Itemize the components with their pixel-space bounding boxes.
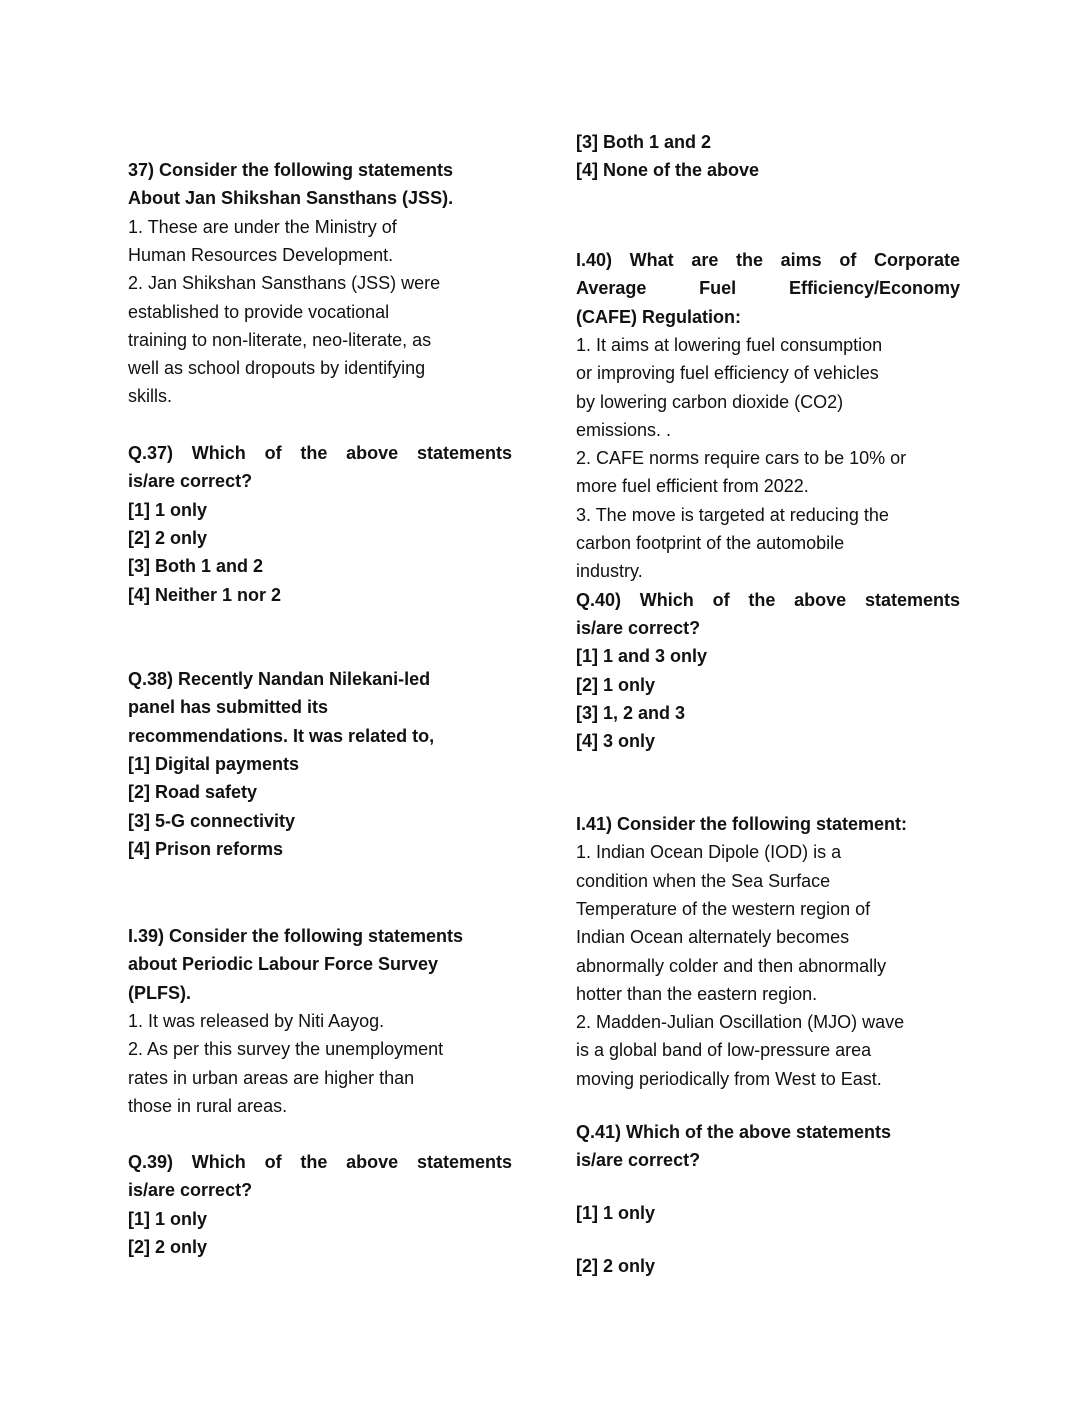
- text-line: carbon footprint of the automobile: [576, 533, 845, 553]
- text-line: I.39) Consider the following statements: [128, 926, 464, 946]
- text-line: (PLFS).: [128, 982, 191, 1003]
- text-line: 1. It was released by Niti Aayog.: [128, 1010, 385, 1031]
- text-line: [3] 5-G connectivity: [128, 810, 296, 831]
- text-line: [3] 1, 2 and 3: [576, 702, 686, 723]
- text-line: 2. CAFE norms require cars to be 10% or: [576, 448, 907, 469]
- text-line: Indian Ocean alternately becomes: [576, 927, 850, 948]
- text-line: 1. Indian Ocean Dipole (IOD) is a: [576, 842, 842, 863]
- text-line: Temperature of the western region of: [576, 898, 871, 919]
- text-line: 1. These are under the Ministry of: [128, 216, 397, 237]
- text-line: [1] 1 only: [128, 1208, 208, 1229]
- text-line: I.40) What are the aims of Corporate: [576, 250, 960, 270]
- text-line: more fuel efficient from 2022.: [576, 476, 809, 497]
- text-line: is/are correct?: [576, 1150, 701, 1171]
- text-line: 2. As per this survey the unemployment: [128, 1039, 444, 1060]
- text-line: well as school dropouts by identifying: [128, 358, 426, 379]
- text-line: 2. Madden-Julian Oscillation (MJO) wave: [576, 1012, 905, 1033]
- text-line: Average Fuel Efficiency/Economy: [576, 278, 960, 299]
- text-line: those in rural areas.: [128, 1095, 288, 1116]
- text-line: [3] Both 1 and 2: [576, 132, 712, 152]
- text-line: [1] Digital payments: [128, 753, 300, 774]
- text-line: [3] Both 1 and 2: [128, 556, 264, 577]
- text-line: or improving fuel efficiency of vehicles: [576, 363, 879, 384]
- text-line: [2] 2 only: [128, 527, 208, 548]
- text-line: 37) Consider the following statements: [128, 160, 454, 180]
- text-line: industry.: [576, 561, 643, 582]
- text-line: [4] None of the above: [576, 160, 760, 181]
- text-line: [1] 1 and 3 only: [576, 646, 708, 667]
- text-line: established to provide vocational: [128, 301, 390, 322]
- text-line: is/are correct?: [128, 1180, 253, 1201]
- text-line: [2] 1 only: [576, 674, 656, 695]
- text-line: 3. The move is targeted at reducing the: [576, 504, 889, 525]
- text-line: 1. It aims at lowering fuel consumption: [576, 334, 883, 355]
- text-line: [4] Neither 1 nor 2: [128, 584, 282, 605]
- text-line: recommendations. It was related to,: [128, 725, 435, 746]
- text-line: Q.39) Which of the above statements: [128, 1152, 512, 1172]
- text-line: Q.38) Recently Nandan Nilekani-led: [128, 669, 431, 689]
- text-line: training to non-literate, neo-literate, as: [128, 329, 432, 350]
- text-line: rates in urban areas are higher than: [128, 1067, 415, 1088]
- text-line: Q.41) Which of the above statements: [576, 1122, 892, 1142]
- text-line: [1] 1 only: [576, 1203, 656, 1223]
- text-line: [4] 3 only: [576, 731, 656, 752]
- text-line: abnormally colder and then abnormally: [576, 955, 887, 976]
- text-line: skills.: [128, 386, 172, 407]
- text-line: about Periodic Labour Force Survey: [128, 954, 439, 975]
- text-line: About Jan Shikshan Sansthans (JSS).: [128, 188, 454, 209]
- text-line: is/are correct?: [128, 471, 253, 492]
- text-line: (CAFE) Regulation:: [576, 306, 741, 327]
- text-line: [2] 2 only: [128, 1236, 208, 1257]
- text-line: moving periodically from West to East.: [576, 1068, 882, 1089]
- text-line: Human Resources Development.: [128, 244, 394, 265]
- text-line: [2] Road safety: [128, 782, 258, 803]
- text-line: [4] Prison reforms: [128, 838, 284, 859]
- text-line: [2] 2 only: [576, 1256, 656, 1276]
- text-line: panel has submitted its: [128, 697, 329, 718]
- text-line: I.41) Consider the following statement:: [576, 814, 908, 834]
- text-line: [1] 1 only: [128, 499, 208, 520]
- text-line: condition when the Sea Surface: [576, 870, 831, 891]
- text-line: hotter than the eastern region.: [576, 983, 818, 1004]
- text-line: Q.40) Which of the above statements: [576, 589, 960, 610]
- text-line: 2. Jan Shikshan Sansthans (JSS) were: [128, 273, 441, 294]
- text-line: is/are correct?: [576, 617, 701, 638]
- text-line: emissions. .: [576, 419, 672, 440]
- text-line: by lowering carbon dioxide (CO2): [576, 391, 844, 412]
- text-line: is a global band of low-pressure area: [576, 1040, 872, 1061]
- text-line: Q.37) Which of the above statements: [128, 443, 512, 463]
